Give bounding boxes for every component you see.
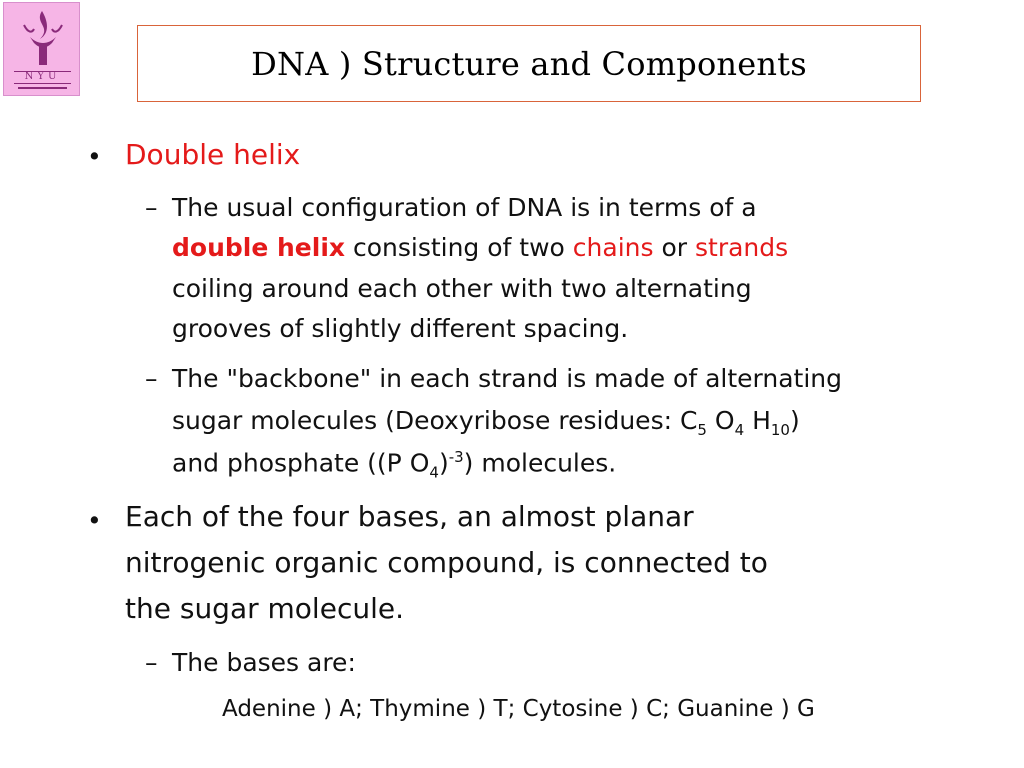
logo-text: NYU xyxy=(24,71,61,82)
sub2-line3-a: and phosphate ((P O xyxy=(172,448,430,478)
subscript-5: 5 xyxy=(697,421,707,439)
highlight-chains: chains xyxy=(572,233,654,262)
slide-title: DNA ) Structure and Components xyxy=(251,44,807,83)
sub1-line2-text1: consisting of two xyxy=(345,233,573,262)
sub1-line3: coiling around each other with two alternating xyxy=(172,274,752,303)
sub1-line2 xyxy=(172,233,788,262)
dash-marker: – xyxy=(145,648,158,677)
superscript-minus-3: -3 xyxy=(448,448,464,466)
bases-intro: The bases are: xyxy=(172,648,356,677)
dash-marker: – xyxy=(145,193,158,222)
title-box xyxy=(137,25,921,102)
bullet2-line2: nitrogenic organic compound, is connected to xyxy=(125,546,768,579)
bullet-double-helix: Double helix xyxy=(125,138,301,171)
bullet2-line1: Each of the four bases, an almost planar xyxy=(125,500,694,533)
sub1-line1: The usual configuration of DNA is in terms of a xyxy=(172,193,757,222)
bullet-marker: • xyxy=(87,142,102,171)
subscript-4: 4 xyxy=(734,421,745,439)
subscript-10: 10 xyxy=(770,421,790,439)
sub2-line2-c: H xyxy=(744,406,771,435)
bullet-marker: • xyxy=(87,506,102,535)
torch-icon xyxy=(4,3,81,97)
sub2-line3-b: ) xyxy=(438,448,449,478)
dash-marker: – xyxy=(145,364,158,393)
sub2-line2-a: sugar molecules (Deoxyribose residues: C xyxy=(172,406,698,435)
sub2-line2-b: O xyxy=(706,406,735,435)
sub2-line1: The "backbone" in each strand is made of alternating xyxy=(172,364,842,393)
sub2-line2 xyxy=(172,406,800,439)
sub2-line3-c: ) molecules. xyxy=(463,448,617,478)
nyu-logo xyxy=(3,2,80,96)
subscript-4: 4 xyxy=(429,463,439,482)
sub1-line2-text2: or xyxy=(653,233,695,262)
highlight-strands: strands xyxy=(695,233,789,262)
bullet2-line3: the sugar molecule. xyxy=(125,592,404,625)
sub2-line2-d: ) xyxy=(789,406,800,435)
sub2-line3 xyxy=(172,448,616,481)
bases-list: Adenine ) A; Thymine ) T; Cytosine ) C; Guanine ) G xyxy=(222,696,815,722)
sub1-line4: grooves of slightly different spacing. xyxy=(172,314,629,343)
highlight-double-helix: double helix xyxy=(172,233,346,262)
